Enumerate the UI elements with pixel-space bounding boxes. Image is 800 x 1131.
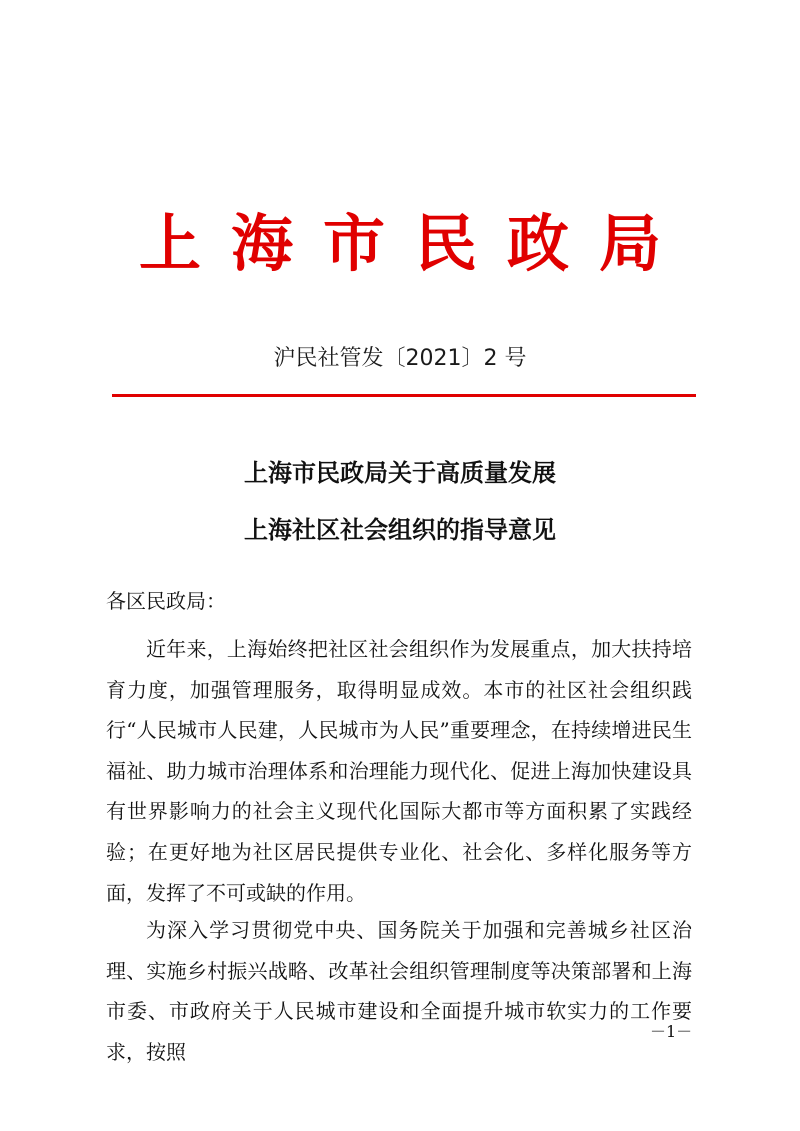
issuing-authority-header: 上海市民政局: [138, 207, 691, 280]
red-divider-line: [112, 394, 696, 397]
page-number: －1－: [650, 1022, 693, 1041]
body-paragraph-1: 近年来，上海始终把社区社会组织作为发展重点，加大扶持培育力度，加强管理服务，取得明显成效。本市的社区社会组织践行“人民城市人民建，人民城市为人民”重要理念，在持续增进民生福祉、助力城市治理体系和治理能力现代化、促进上海加快建设具有世界影响力的社会主义现代化国际大都市等方面积累了实践经验；在更好地为社区居民提供专业化、社会化、多样化服务等方面，发挥了不可或缺的作用。: [106, 637, 692, 905]
document-number: 沪民社管发〔2021〕2 号: [273, 346, 527, 371]
document-title-line-1: 上海市民政局关于高质量发展: [244, 459, 556, 487]
body-paragraph-2: 为深入学习贯彻党中央、国务院关于加强和完善城乡社区治理、实施乡村振兴战略、改革社会组织管理制度等决策部署和上海市委、市政府关于人民城市建设和全面提升城市软实力的工作要求，按照: [106, 918, 692, 1064]
document-title-line-2: 上海社区社会组织的指导意见: [244, 516, 556, 544]
salutation: 各区民政局：: [106, 589, 226, 613]
